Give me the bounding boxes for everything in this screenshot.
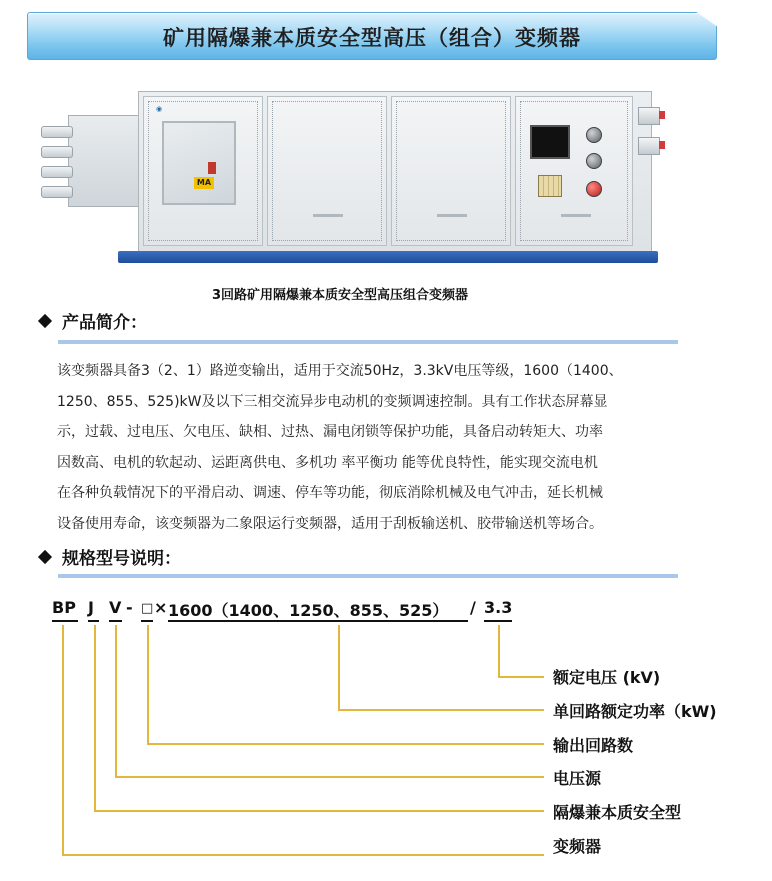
intro-line: 因数高、电机的软起动、运距离供电、多机功 率平衡功 能等优良特性，能实现交流电机 (57, 454, 598, 471)
cabinet-panel-1 (143, 96, 263, 246)
image-caption: 3回路矿用隔爆兼本质安全型高压组合变频器 (211, 288, 469, 303)
intro-line: 示，过载、过电压、欠电压、缺相、过热、漏电闭锁等保护功能，具备启动转矩大、功率 (57, 424, 603, 440)
brand-logo: ◉ (156, 105, 163, 113)
output-connector (638, 137, 660, 155)
legend-rated-power: 单回路额定功率（kW) (553, 702, 717, 721)
display-screen (530, 125, 570, 159)
product-image (38, 85, 658, 270)
legend-rated-voltage: 额定电压 (kV) (553, 668, 661, 687)
diamond-bullet-icon (38, 550, 52, 564)
skid-base (118, 251, 658, 263)
cable-connector (41, 186, 73, 198)
cabinet-panel-3 (391, 96, 511, 246)
section-divider (58, 340, 678, 344)
legend-output-circuits: 输出回路数 (553, 736, 634, 755)
intro-line: 1250、855、525)kW及以下三相交流异步电动机的变频调速控制。具有工作状态屏幕显 (57, 393, 608, 410)
code-slash: / (470, 598, 476, 617)
title-banner (27, 12, 717, 60)
intro-line: 在各种负载情况下的平滑启动、调速、停车等功能，彻底消除机械及电气冲击，延长机械 (57, 485, 603, 501)
code-voltage: 3.3 (484, 598, 513, 617)
page-title: 矿用隔爆兼本质安全型高压（组合）变频器 (163, 26, 581, 50)
code-j: J (88, 598, 94, 617)
section-divider (58, 574, 678, 578)
intro-line: 设备使用寿命，该变频器为二象限运行变频器，适用于刮板输送机、胶带输送机等场合。 (57, 515, 603, 532)
cable-connector (41, 126, 73, 138)
warning-strip (208, 162, 216, 174)
cabinet-panel-2 (267, 96, 387, 246)
cabinet-panel-4 (515, 96, 633, 246)
code-times: × (154, 598, 168, 617)
legend-voltage-source: 电压源 (553, 769, 602, 788)
code-v: V (109, 598, 122, 617)
legend-inverter: 变频器 (553, 837, 602, 856)
code-dash: - (126, 598, 133, 617)
ma-badge: MA (194, 177, 214, 189)
code-bp: BP (52, 598, 76, 617)
section-intro-heading: 产品简介： (40, 308, 147, 333)
emergency-button (586, 181, 602, 197)
output-connector (638, 107, 660, 125)
intro-paragraph (57, 356, 707, 539)
control-knob (586, 153, 602, 169)
code-power: 1600（1400、1250、855、525） (168, 601, 449, 620)
viewing-window (162, 121, 236, 205)
keypad (538, 175, 562, 197)
diamond-bullet-icon (38, 314, 52, 328)
section-spec-heading: 规格型号说明： (40, 544, 181, 569)
cable-junction-box (68, 115, 142, 207)
cable-connector (41, 166, 73, 178)
intro-line: 该变频器具备3（2、1）路逆变输出，适用于交流50Hz，3.3kV电压等级，1600（1400、 (57, 363, 623, 379)
control-knob (586, 127, 602, 143)
legend-explosion-proof: 隔爆兼本质安全型 (553, 803, 682, 822)
cable-connector (41, 146, 73, 158)
code-box: □ (141, 601, 154, 616)
inverter-cabinet (138, 91, 652, 253)
